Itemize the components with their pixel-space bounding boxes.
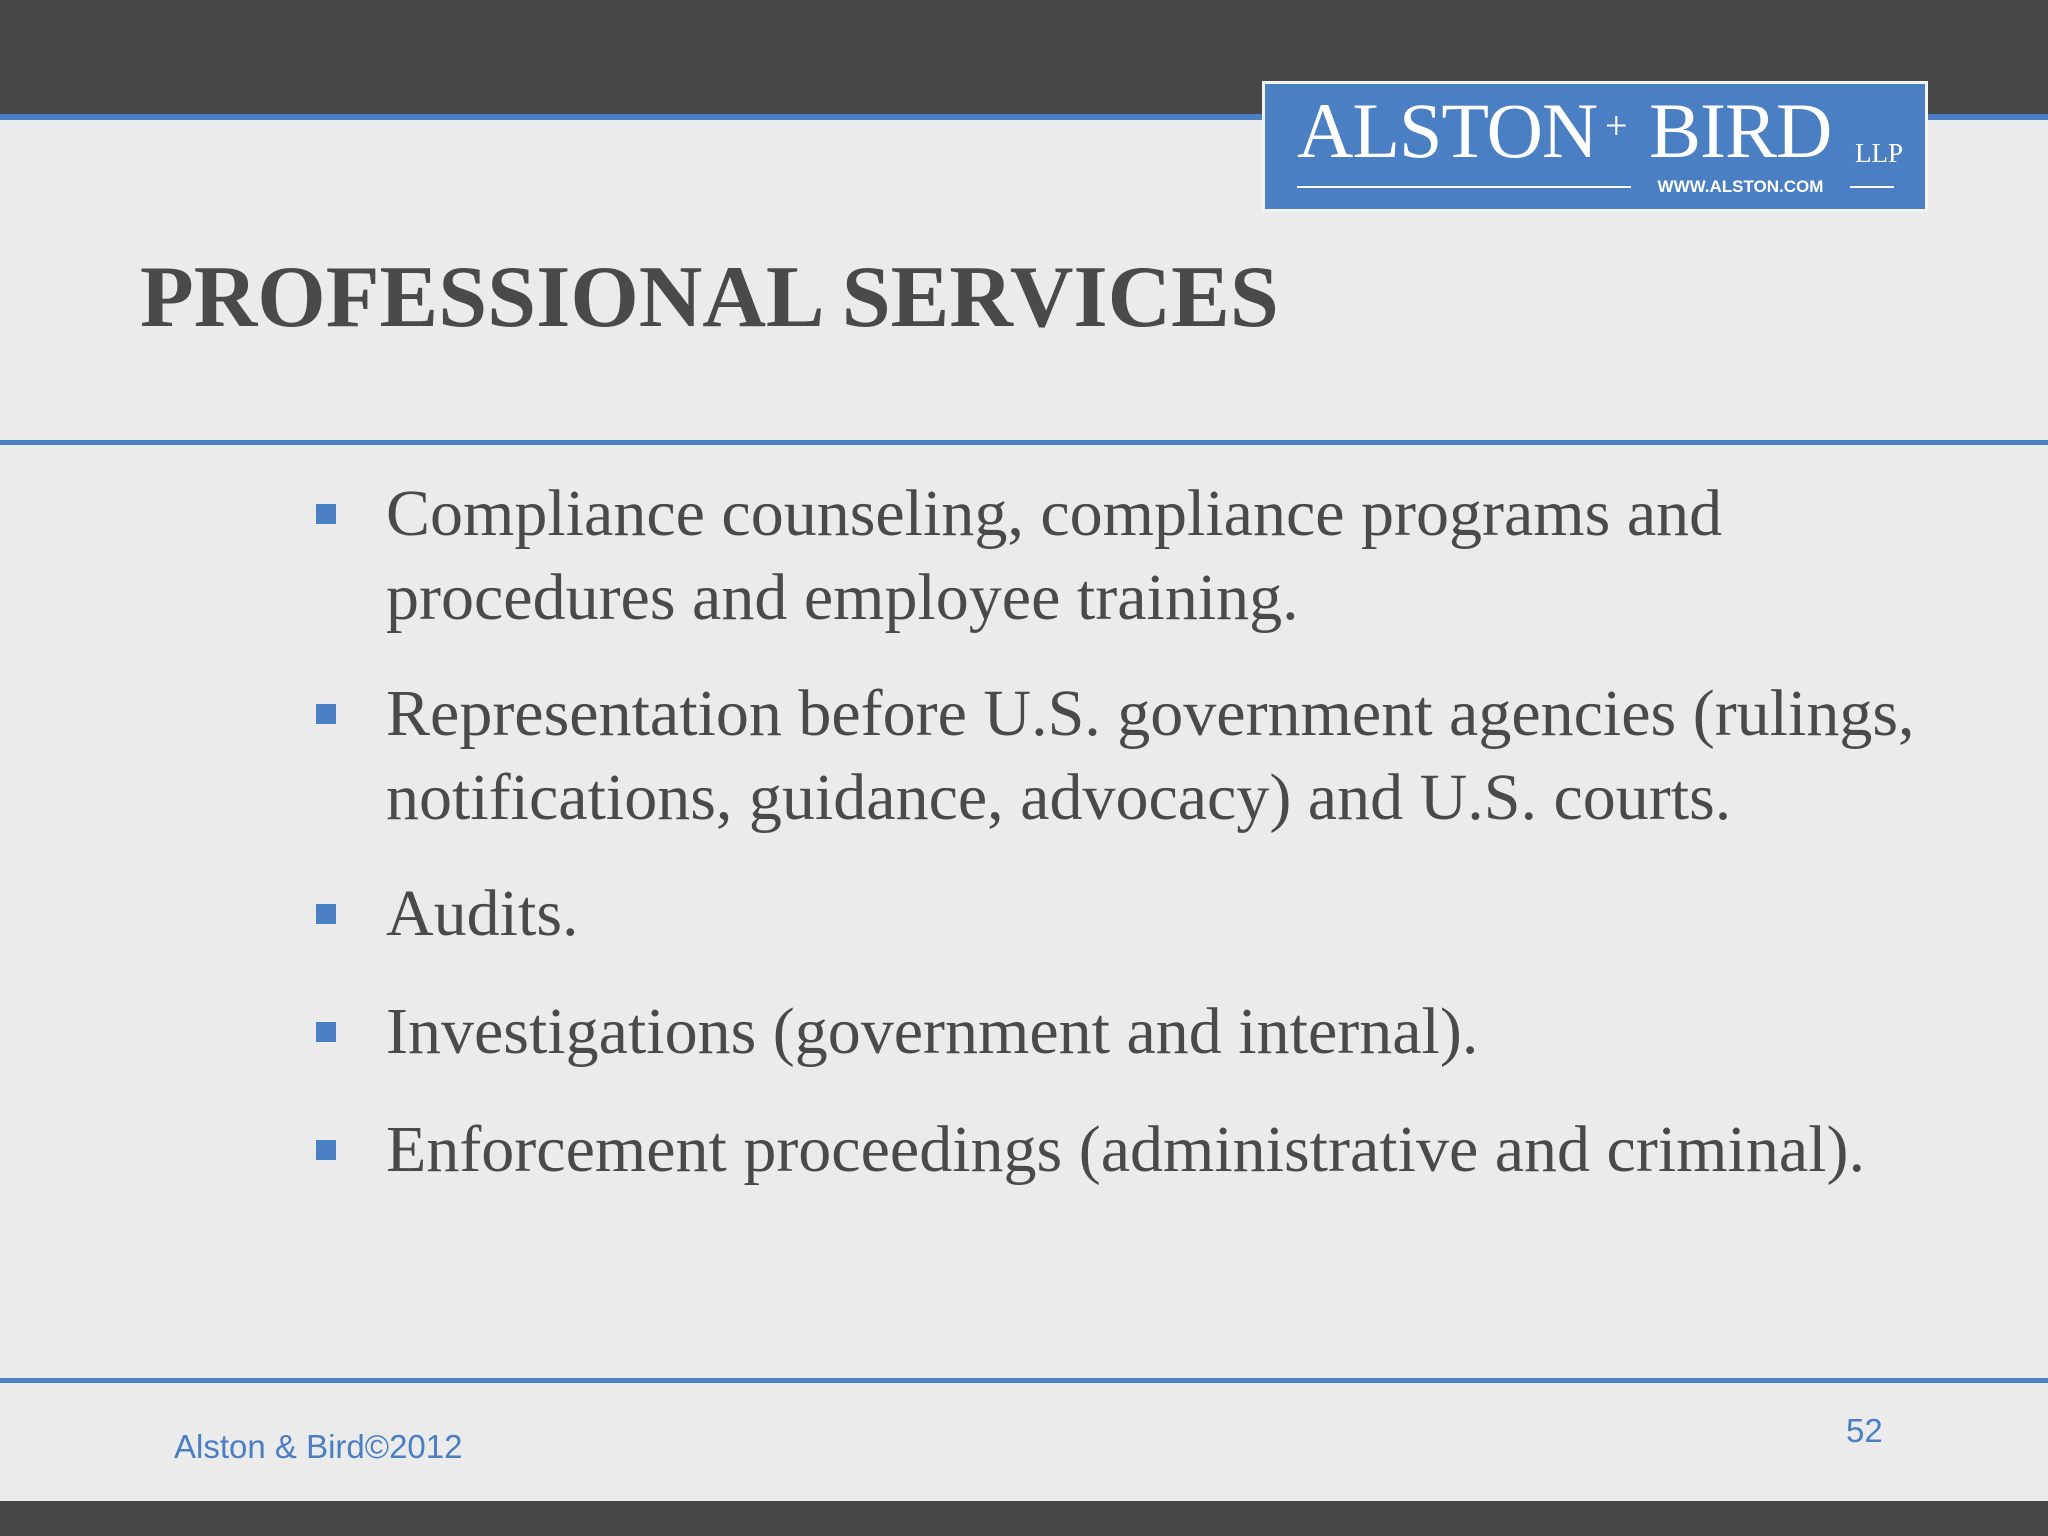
bullet-text: Audits. (386, 877, 579, 950)
square-bullet-icon (316, 1140, 336, 1160)
logo-word-alston: ALSTON (1297, 87, 1598, 174)
alston-bird-logo (1262, 81, 1928, 212)
footer-copyright: Alston & Bird©2012 (174, 1428, 463, 1465)
square-bullet-icon (316, 504, 336, 524)
logo-llp-suffix: LLP (1855, 138, 1904, 168)
title-divider (0, 440, 2048, 445)
bullet-text: Representation before U.S. government agencies (rulings, notifications, guidance, advocacy) and U.S. courts. (386, 677, 1915, 834)
bullet-text: Investigations (government and internal). (386, 995, 1479, 1068)
footer-divider (0, 1378, 2048, 1383)
bottom-footer-bar (0, 1501, 2048, 1536)
bullet-text: Compliance counseling, compliance programs and procedures and employee training. (386, 477, 1723, 634)
logo-rule-left (1297, 186, 1631, 188)
square-bullet-icon (316, 904, 336, 924)
slide-title: PROFESSIONAL SERVICES (140, 249, 1279, 346)
square-bullet-icon (316, 704, 336, 724)
square-bullet-icon (316, 1022, 336, 1042)
logo-rule-right (1850, 186, 1894, 188)
bullet-text: Enforcement proceedings (administrative and criminal). (386, 1113, 1865, 1186)
page-number: 52 (1846, 1412, 1883, 1449)
logo-plus-sign: + (1605, 103, 1628, 148)
logo-website-url: WWW.ALSTON.COM (1657, 177, 1824, 196)
logo-word-bird: BIRD (1649, 87, 1832, 174)
